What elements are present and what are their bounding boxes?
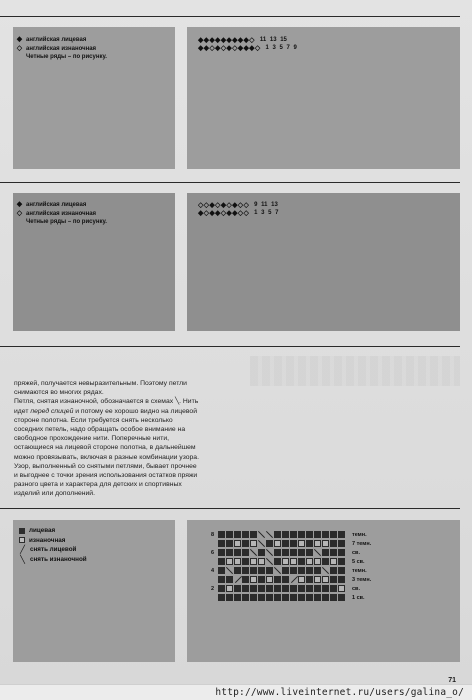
grid-cell	[218, 531, 225, 538]
diagram-row: ◆◆◇◆◇◆◇◆◆◆◇ 1 3 5 7 9	[198, 45, 297, 52]
grid-cell	[338, 558, 345, 565]
grid-cell	[298, 549, 305, 556]
grid-row	[204, 575, 371, 584]
grid-cell	[226, 567, 233, 574]
grid-cell	[226, 549, 233, 556]
grid-cell	[250, 558, 257, 565]
diagram-panel	[187, 193, 460, 331]
grid-cell	[250, 540, 257, 547]
grid-cell	[306, 549, 313, 556]
empty-square-icon	[19, 537, 25, 543]
grid-cell	[338, 576, 345, 583]
grid-cell	[258, 531, 265, 538]
grid-cell	[226, 540, 233, 547]
grid-cell	[266, 558, 273, 565]
grid-row	[204, 584, 371, 593]
grid-cell	[338, 585, 345, 592]
grid-cell	[226, 531, 233, 538]
grid-cell	[226, 585, 233, 592]
grid-cell	[258, 549, 265, 556]
grid-cell	[290, 531, 297, 538]
section-divider	[0, 508, 460, 509]
grid-cell	[314, 585, 321, 592]
grid-cell	[282, 585, 289, 592]
grid-cell	[314, 594, 321, 601]
grid-cell	[242, 594, 249, 601]
grid-cell	[250, 576, 257, 583]
knit-chart-grid	[204, 530, 371, 602]
grid-cell	[290, 576, 297, 583]
grid-cell	[330, 567, 337, 574]
grid-cell	[282, 576, 289, 583]
grid-cell	[330, 576, 337, 583]
grid-row	[204, 566, 371, 575]
grid-cell	[258, 576, 265, 583]
grid-cell	[218, 594, 225, 601]
grid-row	[204, 530, 371, 539]
grid-cell	[234, 531, 241, 538]
grid-cell	[234, 549, 241, 556]
grid-cell	[242, 531, 249, 538]
grid-row	[204, 548, 371, 557]
grid-cell	[234, 567, 241, 574]
grid-cell	[338, 567, 345, 574]
legend	[16, 201, 107, 227]
grid-cell	[330, 558, 337, 565]
grid-cell	[298, 585, 305, 592]
grid-cell	[314, 540, 321, 547]
empty-diamond-icon: ◇	[16, 44, 23, 52]
grid-cell	[322, 567, 329, 574]
grid-row	[204, 539, 371, 548]
grid-cell	[258, 558, 265, 565]
grid-cell	[250, 585, 257, 592]
grid-cell	[298, 531, 305, 538]
row-label: св.	[352, 585, 360, 592]
grid-cell	[306, 567, 313, 574]
grid-cell	[298, 594, 305, 601]
grid-cell	[282, 531, 289, 538]
grid-cell	[258, 567, 265, 574]
grid-cell	[282, 594, 289, 601]
grid-cell	[322, 576, 329, 583]
section-divider	[0, 182, 460, 183]
grid-cell	[338, 531, 345, 538]
grid-cell	[266, 531, 273, 538]
legend-item: ◇ английская изнаночная	[16, 209, 97, 217]
diagram-row: ◇◇◆◇◆◇◆◇◇ 9 11 13	[198, 202, 278, 209]
grid-cell	[274, 594, 281, 601]
row-number: 2	[210, 585, 214, 592]
grid-cell	[306, 585, 313, 592]
grid-cell	[282, 558, 289, 565]
row-label: св.	[352, 549, 360, 556]
grid-cell	[218, 585, 225, 592]
grid-cell	[242, 549, 249, 556]
grid-cell	[322, 558, 329, 565]
legend-panel	[13, 27, 175, 169]
grid-cell	[322, 585, 329, 592]
row-number: 8	[210, 531, 214, 538]
grid-cell	[290, 594, 297, 601]
grid-cell	[250, 549, 257, 556]
grid-cell	[338, 594, 345, 601]
slash-icon: ╱	[20, 545, 25, 554]
legend-panel	[13, 520, 175, 662]
legend-panel	[13, 193, 175, 331]
legend-item: ◆ английская лицевая	[16, 201, 87, 208]
grid-cell	[314, 576, 321, 583]
grid-cell	[282, 540, 289, 547]
grid-cell	[290, 567, 297, 574]
grid-cell	[218, 567, 225, 574]
grid-cell	[290, 549, 297, 556]
section-divider	[0, 346, 460, 347]
grid-cell	[314, 558, 321, 565]
grid-cell	[330, 531, 337, 538]
grid-cell	[322, 549, 329, 556]
grid-cell	[298, 567, 305, 574]
grid-cell	[290, 558, 297, 565]
grid-cell	[274, 540, 281, 547]
grid-cell	[274, 549, 281, 556]
row-label: 7 темн.	[352, 540, 372, 547]
grid-cell	[290, 585, 297, 592]
stitch-diagram	[198, 201, 279, 217]
grid-cell	[218, 549, 225, 556]
show-through-artifact	[250, 356, 460, 386]
legend	[19, 526, 87, 564]
grid-cell	[250, 594, 257, 601]
legend-item: ╱ снять лицевой	[20, 545, 77, 554]
grid-cell	[234, 585, 241, 592]
grid-cell	[274, 531, 281, 538]
grid-cell	[234, 576, 241, 583]
grid-cell	[258, 594, 265, 601]
grid-cell	[234, 558, 241, 565]
backslash-icon: ╲	[20, 554, 25, 564]
grid-cell	[250, 531, 257, 538]
legend-item: изнаночная	[19, 536, 87, 546]
body-text: пряжей, получается невыразительным. Поэтому петли снимаются во многих рядах. Петля, снятая изнаночной, обозначается в схемах ╲. Нить идет перед спицей и потому ее хорошо видно на лицевой стороне полотна. Если требуется снять несколько соседних петель, надо обращать особое внимание на свободное прохождение нити. Поперечные нити, остающиеся на лицевой стороне полотна, в дальнейшем можно провязывать, включая в разные комбинации узора. Узор, выполненный со снятыми петлями, бывает прочнее и выгоднее с точки зрения использования остатков пряжи разного цвета и характера для детских и спортивных изделий или дополнений.	[14, 380, 199, 498]
grid-cell	[314, 549, 321, 556]
grid-cell	[218, 558, 225, 565]
grid-cell	[242, 567, 249, 574]
footer-url[interactable]: http://www.liveinternet.ru/users/galina_o/	[215, 687, 464, 698]
grid-cell	[290, 540, 297, 547]
grid-cell	[266, 540, 273, 547]
grid-cell	[298, 558, 305, 565]
grid-cell	[234, 594, 241, 601]
grid-cell	[226, 576, 233, 583]
page-number: 71	[448, 677, 456, 684]
legend	[16, 36, 107, 62]
grid-cell	[266, 585, 273, 592]
row-number: 6	[210, 549, 214, 556]
row-label: 5 св.	[352, 558, 365, 565]
grid-cell	[274, 585, 281, 592]
grid-cell	[266, 549, 273, 556]
legend-item: ◆ английская лицевая	[16, 36, 87, 43]
grid-cell	[266, 594, 273, 601]
row-label: 3 темн.	[352, 576, 372, 583]
grid-cell	[250, 567, 257, 574]
row-label: темн.	[352, 531, 367, 538]
filled-diamond-icon: ◆	[16, 201, 23, 208]
grid-row	[204, 557, 371, 566]
grid-cell	[258, 540, 265, 547]
grid-cell	[242, 540, 249, 547]
diagram-row: ◆◆◆◆◆◆◆◆◆◇ 11 13 15	[198, 37, 287, 44]
grid-cell	[242, 558, 249, 565]
grid-cell	[218, 540, 225, 547]
row-label: темн.	[352, 567, 367, 574]
legend-item: ╲ снять изнаночной	[20, 554, 87, 564]
grid-cell	[298, 576, 305, 583]
grid-cell	[242, 585, 249, 592]
section-divider	[0, 16, 460, 17]
grid-cell	[218, 576, 225, 583]
grid-cell	[306, 576, 313, 583]
grid-row	[204, 593, 371, 602]
grid-cell	[226, 558, 233, 565]
grid-cell	[274, 558, 281, 565]
grid-cell	[258, 585, 265, 592]
grid-cell	[306, 594, 313, 601]
grid-cell	[274, 576, 281, 583]
empty-diamond-icon: ◇	[16, 209, 23, 217]
diagram-row: ◆◇◆◆◇◆◆◇◇ 1 3 5 7	[198, 210, 279, 217]
grid-cell	[330, 585, 337, 592]
grid-cell	[234, 540, 241, 547]
footer-bar	[0, 684, 472, 700]
grid-cell	[338, 540, 345, 547]
grid-cell	[226, 594, 233, 601]
grid-cell	[282, 567, 289, 574]
grid-cell	[242, 576, 249, 583]
diagram-panel	[187, 27, 460, 169]
grid-cell	[330, 540, 337, 547]
stitch-diagram	[198, 36, 297, 52]
grid-cell	[314, 567, 321, 574]
grid-cell	[266, 576, 273, 583]
row-number: 4	[210, 567, 214, 574]
filled-diamond-icon: ◆	[16, 36, 23, 43]
grid-cell	[266, 567, 273, 574]
grid-cell	[322, 540, 329, 547]
grid-cell	[322, 594, 329, 601]
grid-cell	[274, 567, 281, 574]
grid-cell	[306, 558, 313, 565]
legend-note: Четные ряды – по рисунку.	[26, 219, 107, 225]
legend-item: ◇ английская изнаночная	[16, 44, 97, 52]
legend-note: Четные ряды – по рисунку.	[26, 54, 107, 60]
filled-square-icon	[19, 528, 25, 534]
legend-item: лицевая	[19, 526, 87, 536]
grid-cell	[306, 540, 313, 547]
grid-cell	[314, 531, 321, 538]
grid-cell	[330, 594, 337, 601]
grid-cell	[330, 549, 337, 556]
grid-cell	[298, 540, 305, 547]
row-label: 1 св.	[352, 594, 365, 601]
grid-cell	[282, 549, 289, 556]
grid-cell	[338, 549, 345, 556]
grid-cell	[306, 531, 313, 538]
grid-cell	[322, 531, 329, 538]
